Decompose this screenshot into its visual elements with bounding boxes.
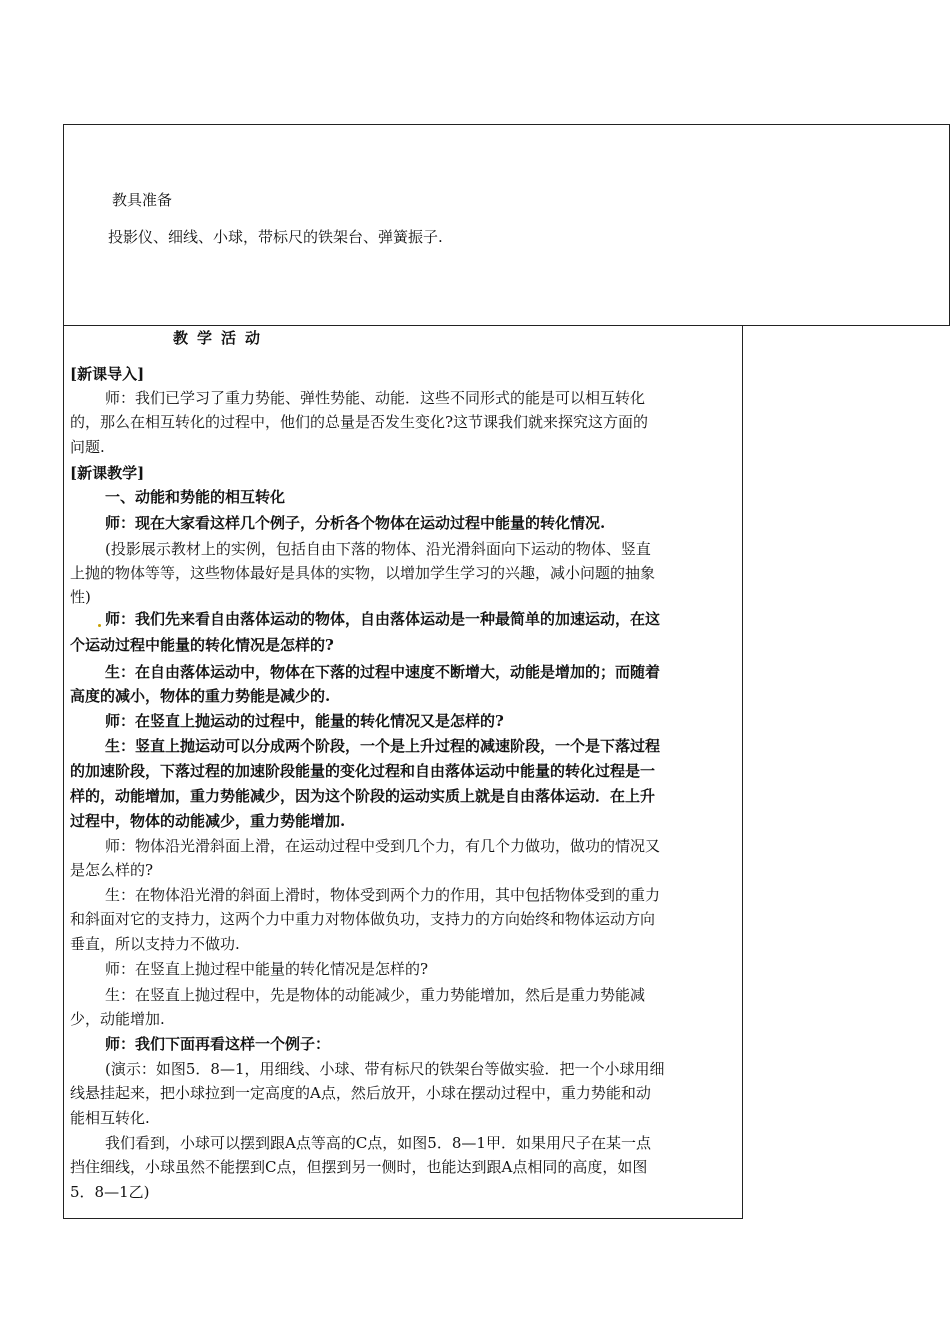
paragraph-line: 是怎么样的? <box>70 861 154 879</box>
paragraph-line: 垂直，所以支持力不做功. <box>70 935 240 953</box>
equipment-text: 投影仪、细线、小球，带标尺的铁架台、弹簧振子. <box>108 228 443 246</box>
paragraph-line: (演示：如图5．8—1，用细线、小球、带有标尺的铁架台等做实验．把一个小球用细 <box>105 1060 665 1078</box>
section-label: [新课导入] <box>70 365 145 383</box>
paragraph-line: 上抛的物体等等，这些物体最好是具体的实物，以增加学生学习的兴趣，减小问题的抽象 <box>70 564 656 582</box>
paragraph-line: 生：在竖直上抛过程中，先是物体的动能减少，重力势能增加，然后是重力势能减 <box>105 986 646 1004</box>
paragraph-line: 5．8—1乙) <box>70 1183 150 1201</box>
paragraph-line: 高度的减小，物体的重力势能是减少的. <box>70 687 331 705</box>
paragraph-line: 性) <box>70 588 91 606</box>
paragraph-line: 生：在物体沿光滑的斜面上滑时，物体受到两个力的作用，其中包括物体受到的重力 <box>105 886 661 904</box>
paragraph-line: 问题. <box>70 438 105 456</box>
paragraph-line: 个运动过程中能量的转化情况是怎样的? <box>70 636 334 654</box>
equipment-heading: 教具准备 <box>112 191 173 209</box>
activity-title: 教学活动 <box>173 329 270 347</box>
paragraph-line: 和斜面对它的支持力，这两个力中重力对物体做负功，支持力的方向始终和物体运动方向 <box>70 910 656 928</box>
bullet-mark <box>98 624 101 627</box>
paragraph-line: 能相互转化. <box>70 1109 150 1127</box>
paragraph-line: 我们看到，小球可以摆到跟A点等高的C点，如图5．8—1甲．如果用尺子在某一点 <box>105 1134 651 1152</box>
paragraph-line: 生：在自由落体运动中，物体在下落的过程中速度不断增大，动能是增加的；而随着 <box>105 663 661 681</box>
paragraph-line: 少，动能增加. <box>70 1010 165 1028</box>
paragraph-line: 过程中，物体的动能减少，重力势能增加. <box>70 812 346 830</box>
subsection-heading: 一、动能和势能的相互转化 <box>105 488 286 506</box>
paragraph-line: 师：在竖直上抛过程中能量的转化情况是怎样的? <box>105 960 429 978</box>
paragraph-line: 的，那么在相互转化的过程中，他们的总量是否发生变化?这节课我们就来探究这方面的 <box>70 413 649 431</box>
paragraph-line: 师：我们下面再看这样一个例子： <box>105 1035 331 1053</box>
equipment-section <box>63 124 950 326</box>
paragraph-line: 师：在竖直上抛运动的过程中，能量的转化情况又是怎样的? <box>105 712 504 730</box>
paragraph-line: 师：物体沿光滑斜面上滑，在运动过程中受到几个力，有几个力做功，做功的情况又 <box>105 837 661 855</box>
paragraph-line: 师：我们已学习了重力势能、弹性势能、动能．这些不同形式的能是可以相互转化 <box>105 389 646 407</box>
paragraph-line: 生：竖直上抛运动可以分成两个阶段，一个是上升过程的减速阶段，一个是下落过程 <box>105 737 661 755</box>
paragraph-line: 样的，动能增加，重力势能减少，因为这个阶段的运动实质上就是自由落体运动．在上升 <box>70 787 656 805</box>
paragraph-line: 师：我们先来看自由落体运动的物体，自由落体运动是一种最简单的加速运动，在这 <box>105 610 661 628</box>
paragraph-line: 的加速阶段，下落过程的加速阶段能量的变化过程和自由落体运动中能量的转化过程是一 <box>70 762 656 780</box>
paragraph-line: 师：现在大家看这样几个例子，分析各个物体在运动过程中能量的转化情况. <box>105 514 606 532</box>
section-label: [新课教学] <box>70 464 145 482</box>
paragraph-line: (投影展示教材上的实例，包括自由下落的物体、沿光滑斜面向下运动的物体、竖直 <box>105 540 651 558</box>
paragraph-line: 线悬挂起来，把小球拉到一定高度的A点，然后放开，小球在摆动过程中，重力势能和动 <box>70 1084 651 1102</box>
paragraph-line: 挡住细线，小球虽然不能摆到C点，但摆到另一侧时，也能达到跟A点相同的高度，如图 <box>70 1158 648 1176</box>
